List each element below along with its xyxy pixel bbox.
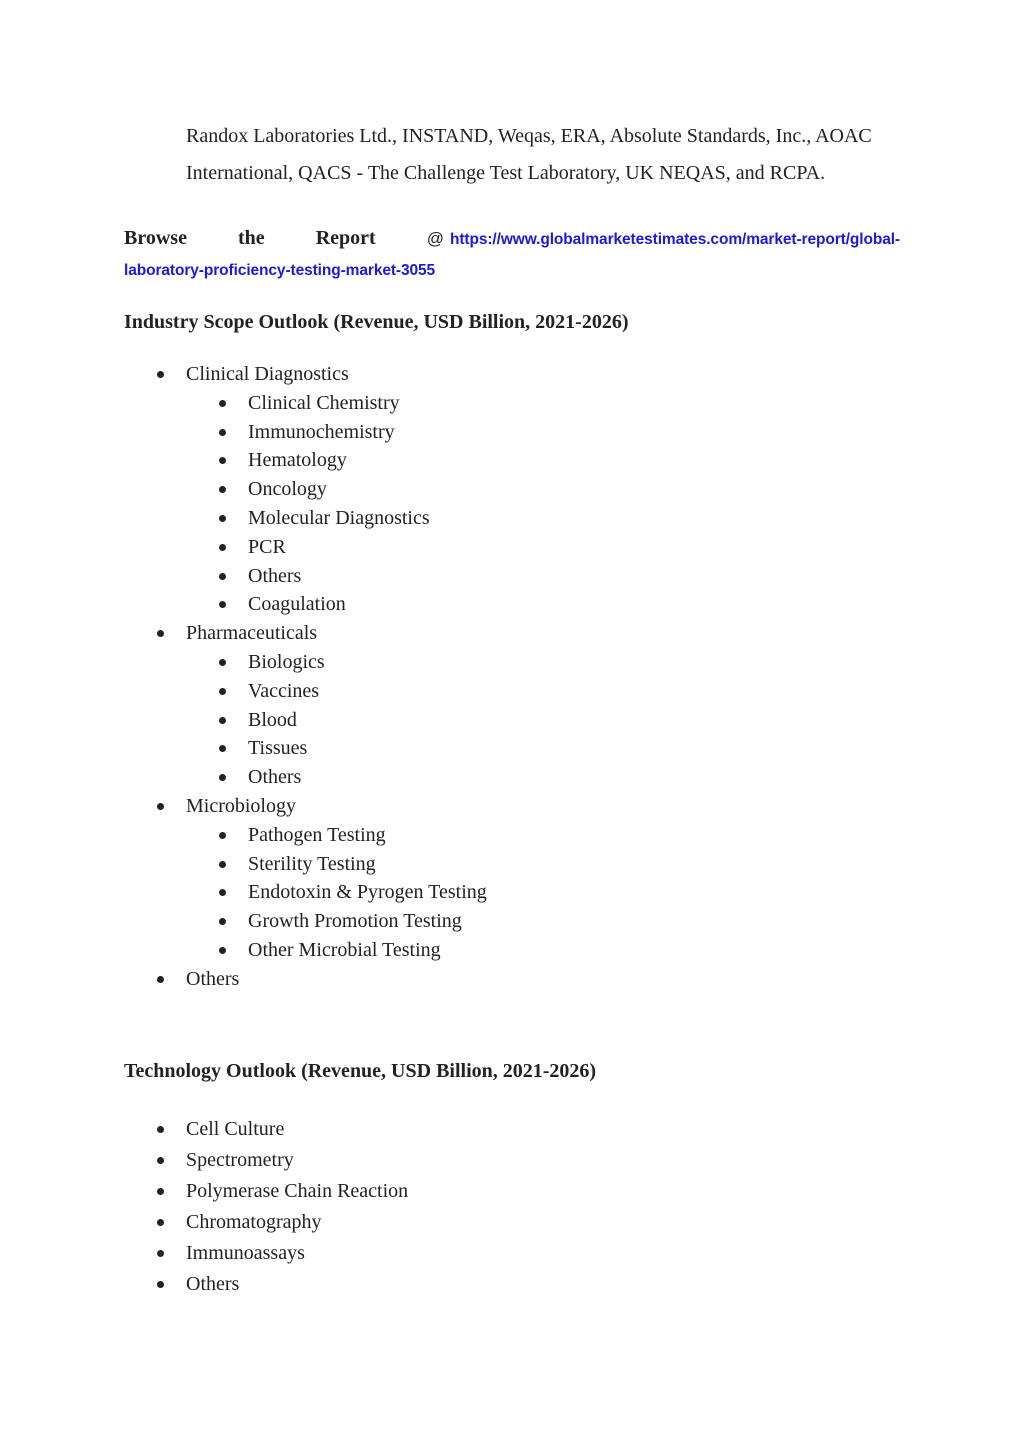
- sub-list-item: [186, 677, 487, 706]
- list-item: [0, 792, 487, 965]
- browse-word: Browse: [124, 227, 187, 249]
- bullet-icon: [219, 486, 226, 493]
- list-item: [0, 1145, 408, 1176]
- sub-list-item: [186, 821, 487, 850]
- bullet-icon: [157, 976, 164, 983]
- bullet-icon: [219, 774, 226, 781]
- sub-list-item: [186, 648, 487, 677]
- sub-list-item: [186, 562, 487, 591]
- sub-list-item: [186, 907, 487, 936]
- company-list-line-1: Randox Laboratories Ltd., INSTAND, Weqas, ERA, Absolute Standards, Inc., AOAC: [186, 125, 872, 147]
- sub-list-item: [186, 504, 487, 533]
- bullet-icon: [219, 515, 226, 522]
- list-item-label: Others: [186, 967, 240, 990]
- sub-list-item: [186, 734, 487, 763]
- list-item: [0, 1114, 408, 1145]
- list-item-label: Others: [186, 1273, 240, 1295]
- list-item-label: Vaccines: [248, 679, 320, 702]
- report-link-part-1[interactable]: https://www.globalmarketestimates.com/market-report/global-: [449, 231, 900, 248]
- bullet-icon: [219, 601, 226, 608]
- bullet-icon: [219, 947, 226, 954]
- list-item-label: Blood: [248, 708, 297, 731]
- list-item-label: Oncology: [248, 478, 327, 501]
- sub-list: [186, 648, 487, 792]
- sub-list-item: [186, 706, 487, 735]
- sub-list-item: [186, 763, 487, 792]
- list-item-label: Clinical Diagnostics: [186, 363, 349, 385]
- bullet-icon: [157, 1157, 164, 1164]
- sub-list-item: [186, 446, 487, 475]
- bullet-icon: [219, 544, 226, 551]
- bullet-icon: [219, 429, 226, 436]
- list-item-label: Microbiology: [186, 794, 296, 817]
- bullet-icon: [219, 861, 226, 868]
- list-item-label: Others: [248, 564, 302, 587]
- bullet-icon: [219, 745, 226, 752]
- bullet-icon: [219, 832, 226, 839]
- list-item-label: Coagulation: [248, 593, 346, 616]
- technology-outlook-heading: Technology Outlook (Revenue, USD Billion, 2021-2026): [124, 1060, 597, 1082]
- bullet-icon: [219, 457, 226, 464]
- sub-list-item: [186, 590, 487, 619]
- list-item-label: PCR: [248, 535, 286, 558]
- report-word: Report: [315, 227, 376, 249]
- sub-list-item: [186, 936, 487, 965]
- list-item-label: Clinical Chemistry: [248, 391, 400, 414]
- bullet-icon: [157, 630, 164, 637]
- bullet-icon: [219, 573, 226, 580]
- list-item-label: Other Microbial Testing: [248, 938, 441, 961]
- sub-list: [186, 821, 487, 965]
- list-item-label: Immunochemistry: [248, 420, 395, 443]
- bullet-icon: [219, 400, 226, 407]
- bullet-icon: [157, 1250, 164, 1257]
- bullet-icon: [157, 1219, 164, 1226]
- industry-scope-heading: Industry Scope Outlook (Revenue, USD Billion, 2021-2026): [124, 311, 629, 333]
- bullet-icon: [219, 889, 226, 896]
- sub-list: [186, 389, 487, 619]
- bullet-icon: [157, 1281, 164, 1288]
- list-item-label: Hematology: [248, 449, 347, 472]
- sub-list-item: [186, 533, 487, 562]
- report-link-part-2[interactable]: laboratory-proficiency-testing-market-3055: [124, 262, 436, 279]
- industry-scope-list: [0, 360, 487, 994]
- browse-report-paragraph: [124, 222, 900, 286]
- bullet-icon: [157, 371, 164, 378]
- list-item-label: Others: [248, 766, 302, 789]
- list-item-label: Biologics: [248, 650, 325, 673]
- bullet-icon: [157, 1188, 164, 1195]
- list-item-label: Spectrometry: [186, 1149, 294, 1171]
- list-item-label: Sterility Testing: [248, 852, 376, 875]
- sub-list-item: [186, 475, 487, 504]
- bullet-icon: [157, 803, 164, 810]
- list-item: [0, 1207, 408, 1238]
- technology-list: [0, 1114, 408, 1300]
- list-item: [0, 360, 487, 619]
- list-item: [0, 1176, 408, 1207]
- bullet-icon: [219, 688, 226, 695]
- the-word: the: [238, 227, 265, 249]
- list-item: [0, 965, 487, 994]
- bullet-icon: [219, 717, 226, 724]
- company-list-paragraph: [186, 118, 906, 192]
- list-item-label: Pharmaceuticals: [186, 622, 318, 645]
- sub-list-item: [186, 418, 487, 447]
- list-item-label: Molecular Diagnostics: [248, 506, 430, 529]
- sub-list-item: [186, 389, 487, 418]
- list-item: [0, 1269, 408, 1300]
- sub-list-item: [186, 850, 487, 879]
- list-item-label: Chromatography: [186, 1211, 322, 1233]
- bullet-icon: [219, 659, 226, 666]
- list-item: [0, 1238, 408, 1269]
- list-item-label: Cell Culture: [186, 1118, 285, 1140]
- sub-list-item: [186, 878, 487, 907]
- list-item-label: Pathogen Testing: [248, 823, 386, 846]
- list-item-label: Growth Promotion Testing: [248, 910, 462, 933]
- list-item-label: Immunoassays: [186, 1242, 305, 1264]
- bullet-icon: [219, 918, 226, 925]
- at-symbol: @: [426, 229, 444, 248]
- list-item: [0, 619, 487, 792]
- list-item-label: Tissues: [248, 737, 308, 760]
- list-item-label: Endotoxin & Pyrogen Testing: [248, 881, 487, 904]
- company-list-line-2: International, QACS - The Challenge Test Laboratory, UK NEQAS, and RCPA.: [186, 162, 826, 184]
- list-item-label: Polymerase Chain Reaction: [186, 1180, 409, 1202]
- bullet-icon: [157, 1126, 164, 1133]
